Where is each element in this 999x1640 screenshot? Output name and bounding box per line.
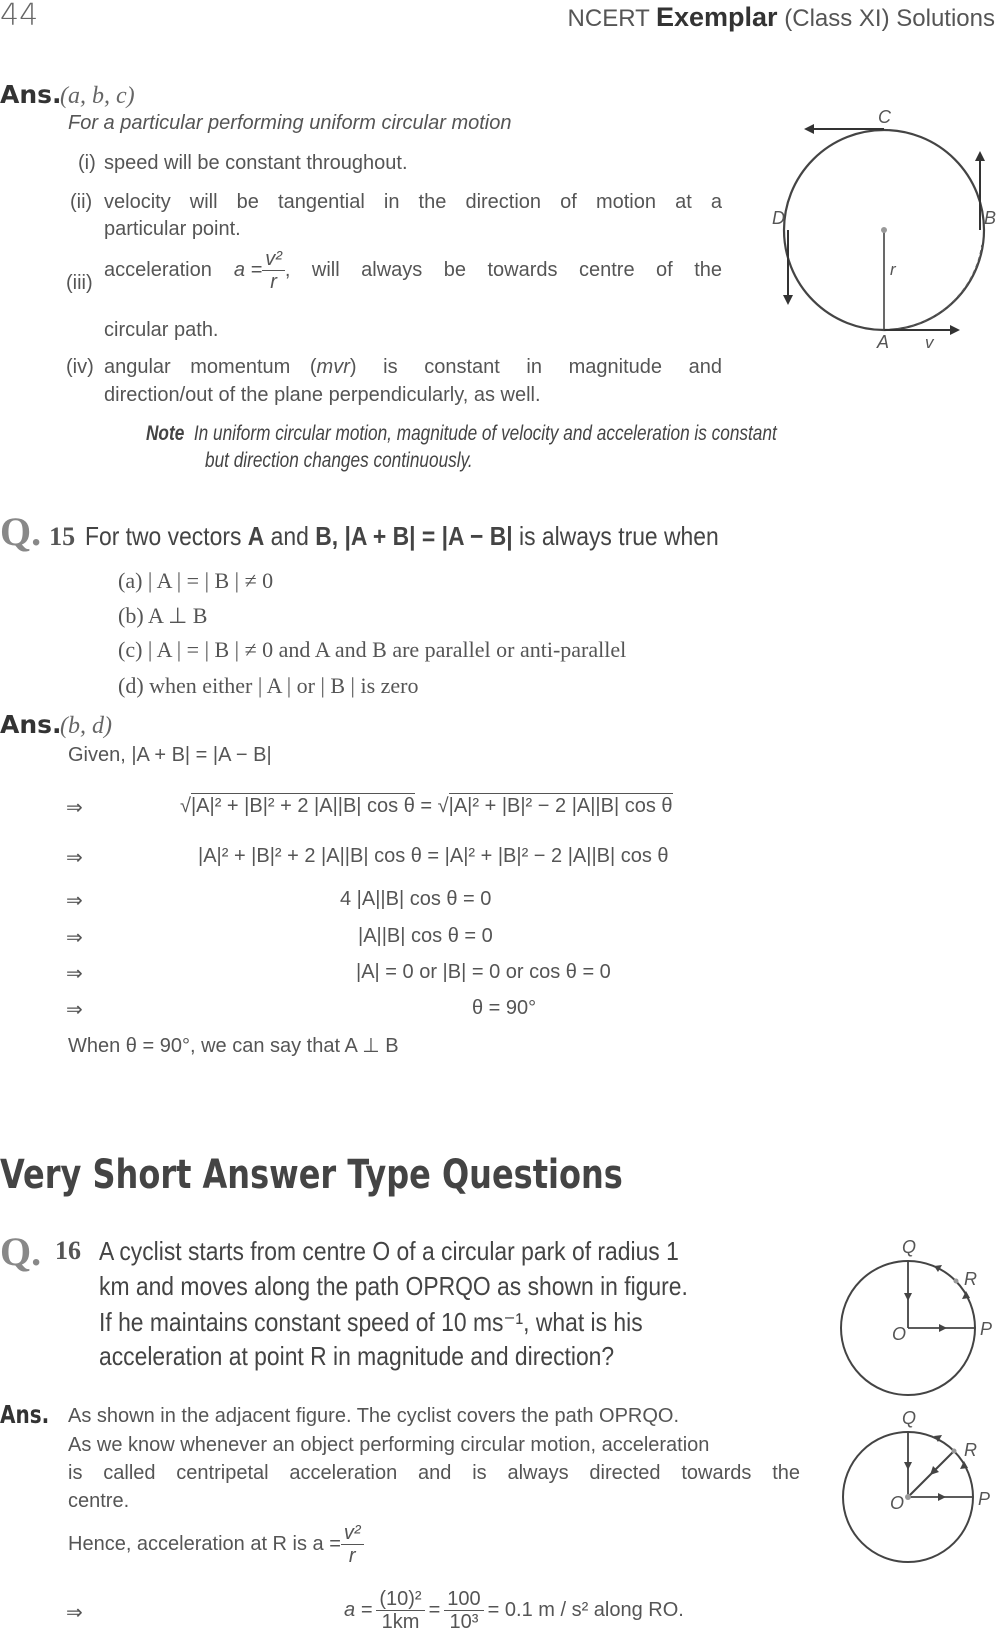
item-iii-post: , will always be towards centre of the [284,259,722,281]
header-prefix: NCERT [567,5,650,32]
hence-text: Hence, acceleration at R is a = [68,1533,341,1555]
label-o: O [890,1493,905,1513]
implies-arrow: ⇒ [66,797,83,819]
frac-den: 10³ [449,1611,479,1633]
item-iv-line [104,356,722,379]
label-a: A [877,332,890,352]
frac-den: 1km [381,1611,420,1633]
frac-den: r [348,1545,356,1567]
frac-num: v² [341,1522,364,1545]
header-suffix: (Class XI) Solutions [784,5,995,32]
step-text: θ = 90° [472,997,537,1019]
ans-value: (a, b, c) [59,83,135,109]
note-text1: In uniform circular motion, magnitude of velocity and acceleration is constant [193,422,777,445]
formula-lhs: a = [233,259,263,281]
implies-arrow: ⇒ [66,963,83,985]
label-c: C [878,107,891,127]
ans-line-4: centre. [68,1490,130,1512]
sqrt-lhs: |A|² + |B|² + 2 |A||B| cos θ [190,795,415,817]
q15-text [85,521,719,552]
dashed-arc [890,245,982,330]
final-lhs: a = [344,1599,373,1621]
item-iii-pre: acceleration [104,259,212,281]
q-number: 15 [49,522,76,551]
step-text: 4 |A||B| cos θ = 0 [340,888,492,910]
label-r: R [964,1440,977,1460]
conclusion: When θ = 90°, we can say that A ⊥ B [68,1035,399,1057]
step-text: |A| = 0 or |B| = 0 or cos θ = 0 [356,961,611,983]
q15-answer-line [0,710,112,740]
ans-value: (b, d) [59,713,112,739]
ans-line-3: is called centripetal acceleration and is always directed towards the [68,1462,800,1484]
implies-arrow: ⇒ [66,847,83,869]
option-d: (d) when either | A | or | B | is zero [118,673,419,698]
item-ii-text1: velocity will be tangential in the direction of motion at a [104,191,722,213]
item-iii-num: (iii) [66,272,93,294]
section-heading: Very Short Answer Type Questions [0,1152,623,1198]
intro-text: For a particular performing uniform circular motion [68,112,512,134]
note-line2: but direction changes continuously. [205,449,473,472]
label-p: P [978,1489,991,1509]
sqrt-rhs: |A|² + |B|² − 2 |A||B| cos θ [448,795,673,817]
q15-pre: For two vectors [85,521,242,551]
q-marker: Q. [0,509,42,554]
park-path-figure [830,1235,999,1400]
item-iv-c: ) is constant in magnitude and [349,356,722,378]
centre-point [881,227,887,233]
item-i-text: speed will be constant throughout. [104,152,408,174]
q15-and: and [270,521,309,551]
ans-line-2: As we know whenever an object performing circular motion, acceleration [68,1434,710,1456]
label-p: P [980,1319,993,1339]
label-d: D [772,208,785,228]
equals: = [428,1599,441,1621]
ans-label: Ans. [0,80,62,109]
q15-condition: |A + B| = |A − B| [344,521,513,551]
q16-line-1: A cyclist starts from centre O of a circular park of radius 1 [99,1236,679,1266]
item-ii-text2: particular point. [104,218,241,240]
q16-line-3: If he maintains constant speed of 10 ms⁻¹, what is his [99,1307,643,1337]
option-a: (a) | A | = | B | ≠ 0 [118,568,274,593]
item-ii-num: (ii) [70,191,93,213]
step-text: |A||B| cos θ = 0 [358,925,493,947]
q15-vec-b: B, [315,521,339,551]
q-marker: Q. [0,1229,42,1274]
label-q: Q [902,1408,917,1428]
ans-label: Ans. [0,1400,50,1429]
q15-line [0,508,805,555]
frac-num: v² [262,248,285,271]
option-c: (c) | A | = | B | ≠ 0 and A and B are parallel or anti-parallel [118,637,627,662]
step-text: |A|² + |B|² + 2 |A||B| cos θ = |A|² + |B|² − 2 |A||B| cos θ [198,845,669,867]
ans-line-1: As shown in the adjacent figure. The cyclist covers the path OPRQO. [68,1405,680,1427]
fraction-2 [444,1588,483,1633]
label-r: R [964,1269,977,1289]
q16-line-2: km and moves along the path OPRQO as shown in figure. [99,1271,688,1301]
label-r: r [890,260,896,279]
frac-den: r [270,271,277,293]
item-iii-line [104,248,722,293]
ans-label: Ans. [0,710,62,739]
label-o: O [892,1324,907,1344]
final-formula [344,1588,684,1633]
given-line: Given, |A + B| = |A − B| [68,744,272,766]
note-line1 [146,422,777,446]
hence-line [68,1522,364,1567]
equals: = [414,795,438,817]
acceleration-figure [830,1402,999,1567]
header-bold: Exemplar [656,2,778,32]
frac-num: 100 [444,1588,483,1611]
final-arrow: ⇒ [66,1602,83,1624]
item-iv-text2: direction/out of the plane perpendicularly, as well. [104,384,541,406]
arrow-op [939,1324,947,1332]
label-b: B [984,208,997,228]
document-page: 44 NCERT Exemplar (Class XI) Solutions Ans. (a, b, c) For a particular performing uniform circular motion (i) speed will be constant throughout. (ii) velocity will be tangential in the direction of motion at a particular point. (iii) acceleration a = $\frac{\text{v²}}{r}$ , will always be towards centre of the circular path. (iv) angular momentum ( mvr ) is constant in magnitude and direction/out of the plane perpendicularly, as well. Note In uniform circular motion, magnitude of velocity and acceleration is constant but direction changes continuously. C D B A r v Q. 15 For two vectors A and B, |A + B| = |A − B| is always true when (a) | A | = | B | ≠ 0 (b) A ⊥ B (c) | A | = | B | ≠ 0 and A and B are parallel or anti-parallel (d) when either | A | or | B | is zero Ans. (b, d) Given, |A + B| = |A − B| ⇒ √|A|² + |B|² + 2 |A||B| cos θ = √|A|² + |B|² − 2 |A||B| cos θ ⇒ |A|² + |B|² + 2 |A||B| cos θ = |A|² + |B|² − 2 |A||B| cos θ ⇒ 4 |A||B| cos θ = 0 ⇒ |A||B| cos θ = 0 ⇒ |A| = 0 or |B| = 0 or cos θ = 0 ⇒ θ = 90° When θ = 90°, we can say that A ⊥ B Very Short Answer Type Questions Q. 16 A cyclist starts from centre O of a circular park of radius 1 km and moves along the path OPRQO as shown in figure. If he maintains constant speed of 10 ms⁻¹, what is his acceleration at point R in magnitude and direction? Ans. As shown in the adjacent figure. The cyclist covers the path OPRQO. As we know whenever an object performing circular motion, acceleration is called centripetal acceleration and is always directed towards the centre. Hence, acceleration at R is a = $\frac{\text{v²}}{r}$ ⇒ a = $\frac{\text{(10)²}}{1km}$ = $\frac{100}{\text{10³}}$ = 0.1 m / s² along RO. Q R O P Q R O P [0,0,999,1640]
circular-motion-figure [760,105,999,355]
fraction-v2-r [341,1522,364,1567]
note-label: Note [146,422,185,445]
item-iv-b: mvr [316,356,350,378]
q-number: 16 [55,1236,81,1265]
answer-line [0,80,135,110]
label-v: v [925,333,934,352]
running-header [568,2,995,33]
implies-arrow: ⇒ [66,890,83,912]
q16-line-4: acceleration at point R in magnitude and direction? [99,1341,615,1371]
item-i-num: (i) [78,152,96,174]
q15-post: is always true when [519,521,719,551]
item-iv-a: angular momentum ( [104,356,317,378]
item-iv-num: (iv) [66,356,94,378]
option-b: (b) A ⊥ B [118,603,208,628]
page-number: 44 [0,0,39,33]
item-iii-text2: circular path. [104,319,219,341]
arrow-qo [904,1293,912,1301]
implies-arrow: ⇒ [66,927,83,949]
q15-vec-a: A [247,521,265,551]
frac-num: (10)² [376,1588,424,1611]
fraction-1 [376,1588,424,1633]
final-rhs: = 0.1 m / s² along RO. [487,1599,684,1621]
arrow-pr [962,1291,970,1299]
implies-arrow: ⇒ [66,999,83,1021]
fraction-v2-r [262,248,285,293]
label-q: Q [902,1237,917,1257]
